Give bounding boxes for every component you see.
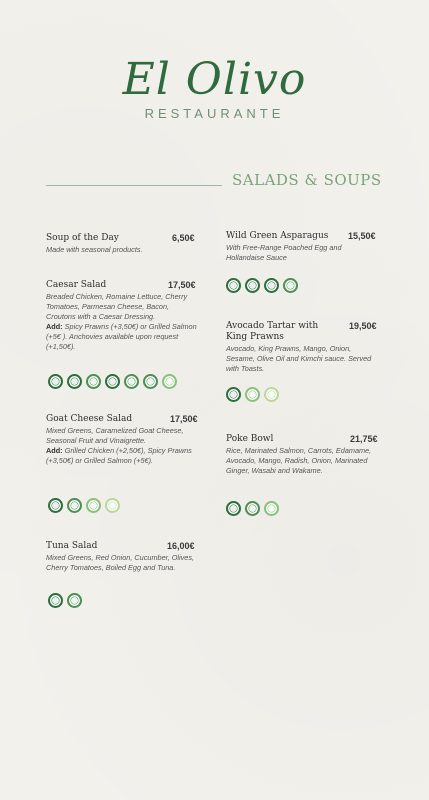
item-description: Breaded Chicken, Romaine Lettuce, Cherry Tomatoes, Parmesan Cheese, Bacon, Croutons with a Caesar Dressing. Add: Spicy Prawns (+3,50€) or Grilled Salmon (+5€ ). Anchovies available upon request (+1,50€). <box>46 292 197 351</box>
item-name: Poke Bowl <box>226 434 274 444</box>
menu-item-soup <box>46 233 199 255</box>
allergen-symbol-icon <box>90 378 97 385</box>
menu-item-avocado <box>226 321 379 374</box>
allergen-icon <box>48 593 63 608</box>
item-price: 16,00€ <box>167 541 195 551</box>
allergen-icons-goat-cheese <box>48 498 120 513</box>
item-price: 21,75€ <box>350 434 378 444</box>
item-name: Caesar Salad <box>46 280 107 290</box>
item-price: 17,50€ <box>170 414 198 424</box>
item-description: Rice, Marinated Salmon, Carrots, Edamame, Avocado, Mango, Radish, Onion, Marinated Ginger, Wasabi and Wakame. <box>226 446 372 475</box>
menu-item-poke <box>226 434 379 476</box>
allergen-icon <box>226 501 241 516</box>
logo-name: El Olivo <box>122 54 307 105</box>
allergen-icons-asparagus <box>226 278 298 293</box>
allergen-icon <box>67 498 82 513</box>
item-price: 19,50€ <box>349 321 377 331</box>
allergen-symbol-icon <box>109 378 116 385</box>
allergen-symbol-icon <box>71 597 78 604</box>
allergen-icon <box>48 374 63 389</box>
allergen-icons-avocado <box>226 387 279 402</box>
menu-item-asparagus <box>226 231 379 263</box>
item-price: 6,50€ <box>172 233 195 243</box>
allergen-symbol-icon <box>268 505 275 512</box>
allergen-symbol-icon <box>128 378 135 385</box>
allergen-icons-tuna <box>48 593 82 608</box>
allergen-symbol-icon <box>230 282 237 289</box>
allergen-icon <box>264 501 279 516</box>
allergen-icons-caesar <box>48 374 177 389</box>
allergen-icon <box>105 374 120 389</box>
allergen-icon <box>67 593 82 608</box>
item-name: Tuna Salad <box>46 541 98 551</box>
allergen-symbol-icon <box>287 282 294 289</box>
allergen-icon <box>48 498 63 513</box>
allergen-icon <box>264 278 279 293</box>
allergen-icon <box>86 498 101 513</box>
menu-item-goat-cheese <box>46 414 199 466</box>
allergen-icon <box>162 374 177 389</box>
allergen-symbol-icon <box>268 282 275 289</box>
item-price: 17,50€ <box>168 280 196 290</box>
item-price: 15,50€ <box>348 231 376 241</box>
allergen-symbol-icon <box>249 505 256 512</box>
item-description: Avocado, King Prawns, Mango, Onion, Sesame, Olive Oil and Kimchi sauce. Served with Toasts. <box>226 344 372 373</box>
section-title: SALADS & SOUPS <box>232 171 382 189</box>
allergen-icon <box>67 374 82 389</box>
allergen-symbol-icon <box>249 391 256 398</box>
allergen-symbol-icon <box>249 282 256 289</box>
allergen-symbol-icon <box>71 502 78 509</box>
allergen-icon <box>283 278 298 293</box>
item-name: Wild Green Asparagus <box>226 231 329 241</box>
allergen-symbol-icon <box>52 502 59 509</box>
item-description: Mixed Greens, Caramelized Goat Cheese, Seasonal Fruit and Vinaigrette. Add: Grilled Chicken (+2,50€), Spicy Prawns (+3,50€) or Grilled Salmon (+5€). <box>46 426 192 465</box>
menu-item-caesar <box>46 280 199 352</box>
allergen-symbol-icon <box>268 391 275 398</box>
allergen-icon <box>86 374 101 389</box>
section-divider <box>46 185 222 186</box>
allergen-symbol-icon <box>147 378 154 385</box>
allergen-icon <box>105 498 120 513</box>
allergen-symbol-icon <box>71 378 78 385</box>
allergen-icon <box>264 387 279 402</box>
item-name: Soup of the Day <box>46 233 119 243</box>
allergen-icons-poke <box>226 501 279 516</box>
allergen-icon <box>143 374 158 389</box>
item-name: Avocado Tartar with King Prawns <box>226 321 319 342</box>
allergen-icon <box>226 387 241 402</box>
item-description: With Free-Range Poached Egg and Hollandaise Sauce <box>226 243 342 262</box>
item-description: Mixed Greens, Red Onion, Cucumber, Olives, Cherry Tomatoes, Boiled Egg and Tuna. <box>46 553 195 572</box>
allergen-symbol-icon <box>52 597 59 604</box>
allergen-icon <box>245 387 260 402</box>
restaurant-logo <box>0 56 429 121</box>
allergen-icon <box>245 501 260 516</box>
allergen-symbol-icon <box>52 378 59 385</box>
allergen-icon <box>124 374 139 389</box>
item-description: Made with seasonal products. <box>46 245 143 254</box>
menu-item-tuna <box>46 541 199 573</box>
allergen-icon <box>226 278 241 293</box>
allergen-symbol-icon <box>90 502 97 509</box>
allergen-icon <box>245 278 260 293</box>
item-name: Goat Cheese Salad <box>46 414 133 424</box>
logo-subtitle: RESTAURANTE <box>144 106 285 121</box>
allergen-symbol-icon <box>230 505 237 512</box>
allergen-symbol-icon <box>230 391 237 398</box>
allergen-symbol-icon <box>166 378 173 385</box>
allergen-symbol-icon <box>109 502 116 509</box>
